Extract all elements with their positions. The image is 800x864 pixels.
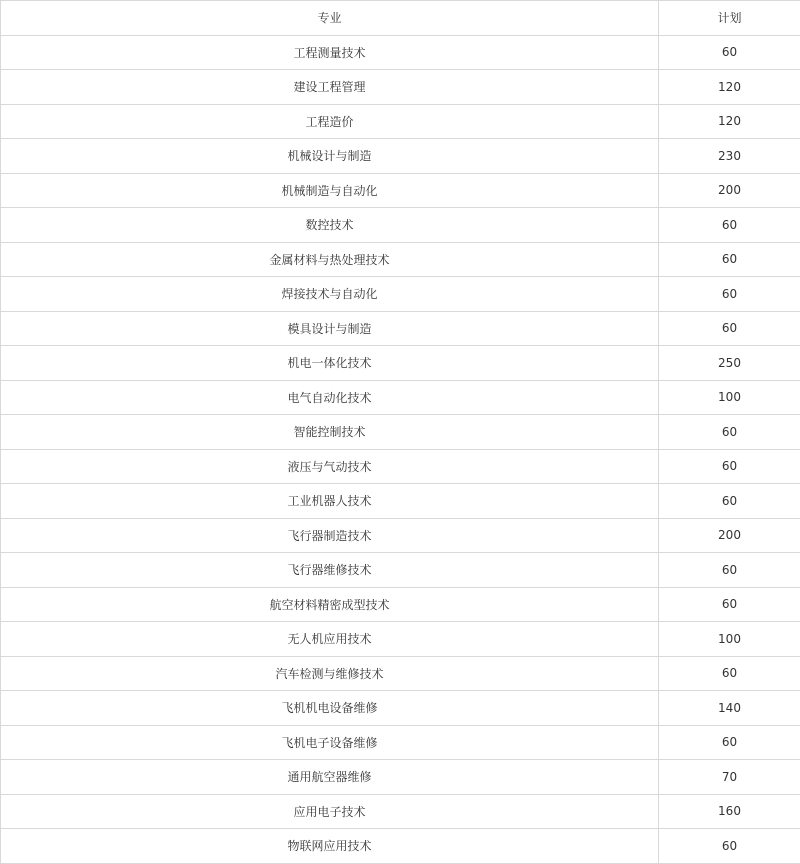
table-row [1,277,800,312]
table-row [1,829,800,864]
major-cell: 液压与气动技术 [1,449,659,484]
table-row [1,794,800,829]
plan-cell: 200 [659,518,800,553]
plan-cell: 60 [659,277,800,312]
major-cell: 飞机电子设备维修 [1,725,659,760]
plan-cell: 60 [659,35,800,70]
major-cell: 焊接技术与自动化 [1,277,659,312]
plan-cell: 60 [659,449,800,484]
major-cell: 电气自动化技术 [1,380,659,415]
table-row [1,104,800,139]
plan-cell: 60 [659,587,800,622]
table-row [1,70,800,105]
major-cell: 物联网应用技术 [1,829,659,864]
table-row [1,311,800,346]
major-cell: 机电一体化技术 [1,346,659,381]
plan-cell: 160 [659,794,800,829]
table-row [1,415,800,450]
plan-cell: 100 [659,380,800,415]
major-cell: 航空材料精密成型技术 [1,587,659,622]
table-row [1,622,800,657]
table-row [1,35,800,70]
plan-cell: 230 [659,139,800,174]
plan-cell: 200 [659,173,800,208]
table-row [1,173,800,208]
header-plan: 计划 [659,1,800,36]
table-row [1,691,800,726]
major-cell: 工程测量技术 [1,35,659,70]
major-cell: 机械设计与制造 [1,139,659,174]
major-cell: 无人机应用技术 [1,622,659,657]
table-row [1,587,800,622]
header-major: 专业 [1,1,659,36]
plan-cell: 120 [659,104,800,139]
plan-cell: 140 [659,691,800,726]
table-row [1,346,800,381]
plan-cell: 250 [659,346,800,381]
plan-cell: 60 [659,656,800,691]
table-row [1,725,800,760]
table-row [1,760,800,795]
plan-cell: 60 [659,208,800,243]
table-row [1,656,800,691]
table-row [1,380,800,415]
major-cell: 飞行器制造技术 [1,518,659,553]
table-row [1,139,800,174]
plan-cell: 60 [659,242,800,277]
plan-cell: 70 [659,760,800,795]
plan-cell: 60 [659,415,800,450]
plan-cell: 60 [659,311,800,346]
plan-cell: 60 [659,725,800,760]
major-cell: 工业机器人技术 [1,484,659,519]
major-cell: 飞行器维修技术 [1,553,659,588]
plan-cell: 100 [659,622,800,657]
table-row [1,449,800,484]
table-row [1,242,800,277]
plan-cell: 60 [659,829,800,864]
major-cell: 建设工程管理 [1,70,659,105]
table-row [1,208,800,243]
major-cell: 应用电子技术 [1,794,659,829]
major-cell: 飞机机电设备维修 [1,691,659,726]
plan-cell: 120 [659,70,800,105]
table-row [1,484,800,519]
major-cell: 数控技术 [1,208,659,243]
major-cell: 金属材料与热处理技术 [1,242,659,277]
major-cell: 智能控制技术 [1,415,659,450]
major-cell: 机械制造与自动化 [1,173,659,208]
table-row [1,518,800,553]
major-cell: 通用航空器维修 [1,760,659,795]
major-cell: 模具设计与制造 [1,311,659,346]
table-header-row [1,1,800,36]
plan-cell: 60 [659,553,800,588]
major-cell: 工程造价 [1,104,659,139]
major-cell: 汽车检测与维修技术 [1,656,659,691]
table-row [1,553,800,588]
plan-cell: 60 [659,484,800,519]
